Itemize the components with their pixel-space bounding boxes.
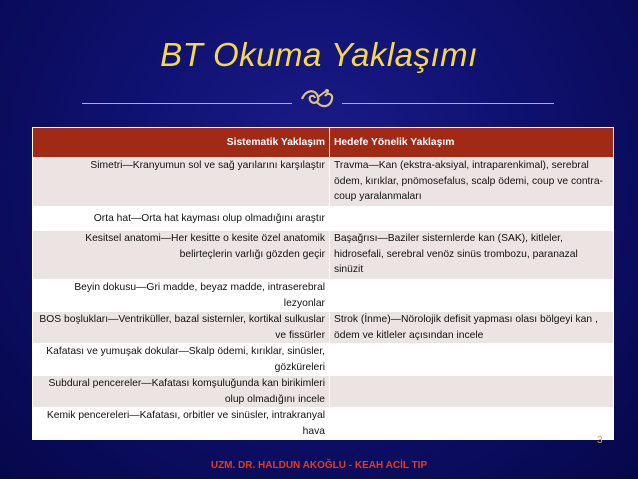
systematic-cell: Orta hat—Orta hat kayması olup olmadığını araştır: [33, 207, 330, 231]
table-row: [33, 158, 614, 207]
systematic-cell: Simetri—Kranyumun sol ve sağ yarılarını karşılaştır: [33, 158, 330, 207]
systematic-cell: BOS boşlukları—Ventriküller, bazal sisternler, kortikal sulkuslar ve fissürler: [33, 312, 330, 344]
targeted-cell: [330, 344, 614, 376]
table-row: [33, 280, 614, 312]
table-row: [33, 231, 614, 280]
systematic-cell: Beyin dokusu—Gri madde, beyaz madde, intraserebral lezyonlar: [33, 280, 330, 312]
targeted-cell: [330, 280, 614, 312]
table-row: [33, 207, 614, 231]
systematic-cell: Kesitsel anatomi—Her kesitte o kesite özel anatomik belirteçlerin varlığı gözden geçir: [33, 231, 330, 280]
systematic-cell: Kafatası ve yumuşak dokular—Skalp ödemi, kırıklar, sinüsler, gözküreleri: [33, 344, 330, 376]
page-number: 3: [597, 435, 603, 446]
systematic-cell: Subdural pencereler—Kafatası komşuluğunda kan birikimleri olup olmadığını incele: [33, 376, 330, 408]
approach-table: [32, 127, 614, 440]
targeted-cell: Travma—Kan (ekstra-aksiyal, intraparenkimal), serebral ödem, kırıklar, pnömosefalus, scalp ödemi, coup ve contra-coup yaralanmaları: [330, 158, 614, 207]
header-systematic: Sistematik Yaklaşım: [33, 128, 330, 158]
table-header-row: [33, 128, 614, 158]
targeted-cell: Başağrısı—Baziler sisternlerde kan (SAK), kitleler, hidrosefali, serebral venöz sinüs trombozu, paranazal sinüzit: [330, 231, 614, 280]
table-row: [33, 312, 614, 344]
targeted-cell: [330, 376, 614, 408]
targeted-cell: [330, 207, 614, 231]
targeted-cell: [330, 408, 614, 440]
table-row: [33, 344, 614, 376]
title-divider-right: [342, 103, 554, 104]
targeted-cell: Strok (İnme)—Nörolojik defisit yapması olası bölgeyi kan , ödem ve kitleler açısından incele: [330, 312, 614, 344]
header-targeted: Hedefe Yönelik Yaklaşım: [330, 128, 614, 158]
systematic-cell: Kemik pencereleri—Kafatası, orbitler ve sinüsler, intrakranyal hava: [33, 408, 330, 440]
fleuron-icon: [296, 87, 336, 111]
table-row: [33, 376, 614, 408]
slide-title: BT Okuma Yaklaşımı: [160, 36, 478, 73]
table-row: [33, 408, 614, 440]
title-divider-left: [82, 103, 292, 104]
footer-author: UZM. DR. HALDUN AKOĞLU - KEAH ACİL TIP: [210, 460, 428, 471]
